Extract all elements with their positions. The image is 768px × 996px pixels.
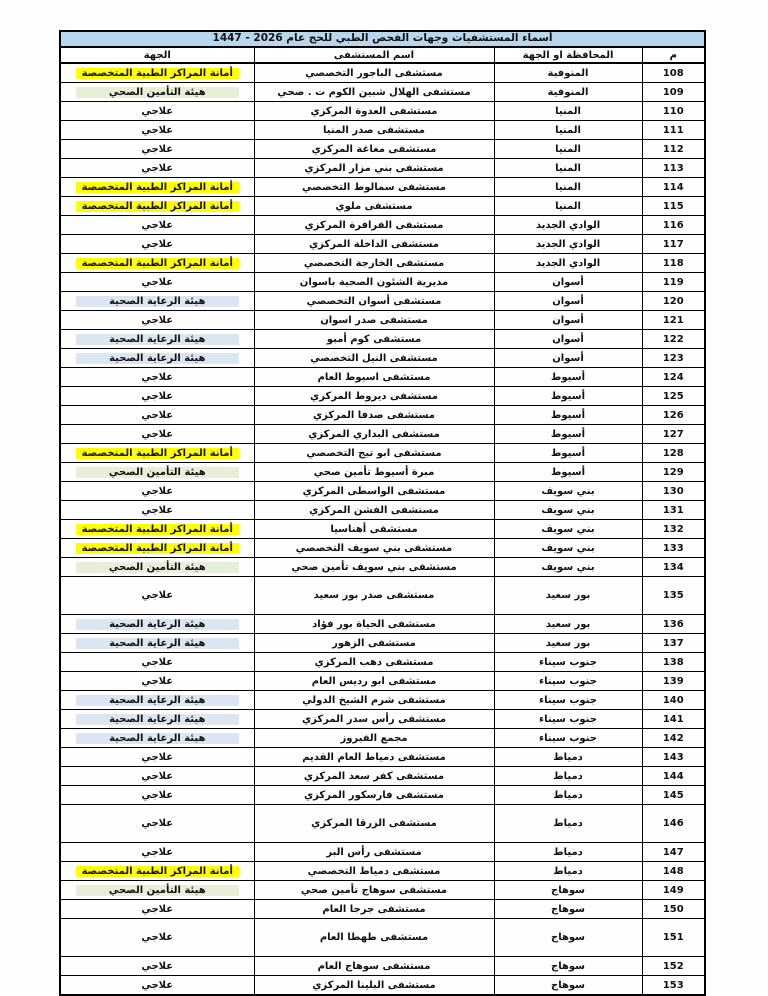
entity-cell: علاجي <box>60 159 254 178</box>
table-row <box>60 767 705 786</box>
row-number-cell: 117 <box>642 235 705 254</box>
table-row <box>60 216 705 235</box>
entity-cell <box>60 881 254 900</box>
governorate-cell: جنوب سيناء <box>494 729 642 748</box>
governorate-cell: دمياط <box>494 862 642 881</box>
table-row <box>60 900 705 919</box>
governorate-cell: أسيوط <box>494 387 642 406</box>
row-number-cell: 141 <box>642 710 705 729</box>
governorate-cell: سوهاج <box>494 900 642 919</box>
row-number-cell: 147 <box>642 843 705 862</box>
entity-cell <box>60 862 254 881</box>
governorate-cell: أسوان <box>494 349 642 368</box>
hospital-name-cell: مستشفى دمياط التخصصي <box>254 862 494 881</box>
table-row <box>60 121 705 140</box>
table-row <box>60 729 705 748</box>
hospital-name-cell: مستشفى الزرقا المركزي <box>254 805 494 843</box>
table-row <box>60 178 705 197</box>
row-number-cell: 125 <box>642 387 705 406</box>
entity-highlight: هيئة الرعاية الصحية <box>76 733 239 744</box>
governorate-cell: أسيوط <box>494 406 642 425</box>
table-row <box>60 387 705 406</box>
governorate-cell: دمياط <box>494 786 642 805</box>
governorate-cell: المنوفية <box>494 83 642 102</box>
table-row <box>60 862 705 881</box>
governorate-cell: الوادي الجديد <box>494 254 642 273</box>
entity-cell <box>60 83 254 102</box>
row-number-cell: 109 <box>642 83 705 102</box>
table-row <box>60 463 705 482</box>
governorate-cell: المنيا <box>494 140 642 159</box>
entity-highlight: هيئة الرعاية الصحية <box>76 619 239 630</box>
hospital-name-cell: مستشفى الحياة بور فؤاد <box>254 615 494 634</box>
table-row <box>60 501 705 520</box>
entity-cell: علاجي <box>60 387 254 406</box>
row-number-cell: 143 <box>642 748 705 767</box>
hospital-name-cell: مستشفى صدر المنيا <box>254 121 494 140</box>
entity-highlight: هيئة الرعاية الصحية <box>76 353 239 364</box>
hospital-name-cell: مستشفى الواسطى المركزي <box>254 482 494 501</box>
governorate-cell: بني سويف <box>494 539 642 558</box>
hospital-name-cell: مستشفى أهناسيا <box>254 520 494 539</box>
table-row <box>60 615 705 634</box>
row-number-cell: 112 <box>642 140 705 159</box>
entity-cell <box>60 558 254 577</box>
row-number-cell: 133 <box>642 539 705 558</box>
entity-cell: علاجي <box>60 577 254 615</box>
row-number-cell: 130 <box>642 482 705 501</box>
hospital-name-cell: مستشفى الفرافرة المركزي <box>254 216 494 235</box>
governorate-cell: بني سويف <box>494 482 642 501</box>
row-number-cell: 152 <box>642 957 705 976</box>
hospital-name-cell: مستشفى دمياط العام القديم <box>254 748 494 767</box>
row-number-cell: 150 <box>642 900 705 919</box>
row-number-cell: 140 <box>642 691 705 710</box>
governorate-cell: بور سعيد <box>494 634 642 653</box>
row-number-cell: 114 <box>642 178 705 197</box>
row-number-cell: 139 <box>642 672 705 691</box>
header-entity: الجهة <box>60 47 254 63</box>
table-row <box>60 881 705 900</box>
entity-cell: علاجي <box>60 976 254 996</box>
entity-highlight: أمانة المراكز الطبية المتخصصة <box>76 258 239 269</box>
entity-cell <box>60 539 254 558</box>
table-row <box>60 786 705 805</box>
governorate-cell: أسيوط <box>494 463 642 482</box>
governorate-cell: دمياط <box>494 843 642 862</box>
table-row <box>60 843 705 862</box>
entity-cell: علاجي <box>60 368 254 387</box>
hospital-name-cell: مستشفى النيل التخصصي <box>254 349 494 368</box>
entity-highlight: هيئة الرعاية الصحية <box>76 695 239 706</box>
entity-cell: علاجي <box>60 786 254 805</box>
entity-highlight: هيئة التأمين الصحي <box>76 87 239 98</box>
hospital-name-cell: مستشفى أسوان التخصصي <box>254 292 494 311</box>
hospital-name-cell: مستشفى فارسكور المركزي <box>254 786 494 805</box>
row-number-cell: 146 <box>642 805 705 843</box>
entity-cell <box>60 349 254 368</box>
governorate-cell: المنيا <box>494 159 642 178</box>
entity-cell: علاجي <box>60 216 254 235</box>
table-row <box>60 558 705 577</box>
header-row <box>60 47 705 63</box>
hospital-name-cell: مستشفى الفشن المركزي <box>254 501 494 520</box>
row-number-cell: 144 <box>642 767 705 786</box>
title-row <box>60 31 705 47</box>
entity-cell <box>60 178 254 197</box>
row-number-cell: 111 <box>642 121 705 140</box>
governorate-cell: أسوان <box>494 311 642 330</box>
table-row <box>60 748 705 767</box>
hospital-name-cell: مستشفى رأس البر <box>254 843 494 862</box>
hospital-name-cell: مستشفى كفر سعد المركزي <box>254 767 494 786</box>
hospital-name-cell: مستشفى اسيوط العام <box>254 368 494 387</box>
entity-cell <box>60 729 254 748</box>
hospital-name-cell: مستشفى ابو رديس العام <box>254 672 494 691</box>
hospital-name-cell: مستشفى سمالوط التخصصي <box>254 178 494 197</box>
governorate-cell: سوهاج <box>494 976 642 996</box>
row-number-cell: 126 <box>642 406 705 425</box>
row-number-cell: 108 <box>642 63 705 83</box>
table-row <box>60 710 705 729</box>
table-row <box>60 197 705 216</box>
hospital-name-cell: مستشفى ملوي <box>254 197 494 216</box>
table-body <box>60 63 705 995</box>
row-number-cell: 122 <box>642 330 705 349</box>
governorate-cell: أسيوط <box>494 425 642 444</box>
governorate-cell: جنوب سيناء <box>494 672 642 691</box>
header-hospital: اسم المستشفى <box>254 47 494 63</box>
hospital-name-cell: مستشفى صدر بور سعيد <box>254 577 494 615</box>
entity-highlight: أمانة المراكز الطبية المتخصصة <box>76 524 239 535</box>
governorate-cell: أسوان <box>494 292 642 311</box>
table-row <box>60 919 705 957</box>
row-number-cell: 113 <box>642 159 705 178</box>
table-row <box>60 577 705 615</box>
entity-cell: علاجي <box>60 140 254 159</box>
table-row <box>60 482 705 501</box>
entity-highlight: أمانة المراكز الطبية المتخصصة <box>76 201 239 212</box>
row-number-cell: 124 <box>642 368 705 387</box>
hospital-name-cell: مستشفى شرم الشيخ الدولي <box>254 691 494 710</box>
entity-cell <box>60 710 254 729</box>
hospital-name-cell: مستشفى جرجا العام <box>254 900 494 919</box>
entity-cell <box>60 292 254 311</box>
entity-cell: علاجي <box>60 121 254 140</box>
governorate-cell: سوهاج <box>494 919 642 957</box>
row-number-cell: 138 <box>642 653 705 672</box>
entity-highlight: هيئة الرعاية الصحية <box>76 334 239 345</box>
entity-cell: علاجي <box>60 482 254 501</box>
governorate-cell: دمياط <box>494 767 642 786</box>
hospital-name-cell: مستشفى الخارجة التخصصي <box>254 254 494 273</box>
hospital-name-cell: مبرة أسيوط تأمين صحي <box>254 463 494 482</box>
entity-cell: علاجي <box>60 900 254 919</box>
hospital-name-cell: مستشفى طهطا العام <box>254 919 494 957</box>
row-number-cell: 121 <box>642 311 705 330</box>
hospital-name-cell: مستشفى العدوة المركزي <box>254 102 494 121</box>
row-number-cell: 123 <box>642 349 705 368</box>
entity-highlight: أمانة المراكز الطبية المتخصصة <box>76 866 239 877</box>
entity-cell <box>60 520 254 539</box>
governorate-cell: بور سعيد <box>494 615 642 634</box>
entity-cell <box>60 197 254 216</box>
hospitals-table <box>59 30 706 996</box>
table-row <box>60 273 705 292</box>
entity-highlight: هيئة التأمين الصحي <box>76 467 239 478</box>
table-row <box>60 634 705 653</box>
entity-highlight: هيئة الرعاية الصحية <box>76 714 239 725</box>
entity-highlight: هيئة الرعاية الصحية <box>76 638 239 649</box>
governorate-cell: دمياط <box>494 748 642 767</box>
hospital-name-cell: مستشفى مغاغة المركزي <box>254 140 494 159</box>
row-number-cell: 127 <box>642 425 705 444</box>
entity-cell: علاجي <box>60 805 254 843</box>
hospital-name-cell: مديرية الشئون الصحية باسوان <box>254 273 494 292</box>
hospital-name-cell: مستشفى سوهاج تأمين صحي <box>254 881 494 900</box>
row-number-cell: 135 <box>642 577 705 615</box>
row-number-cell: 119 <box>642 273 705 292</box>
entity-cell: علاجي <box>60 406 254 425</box>
governorate-cell: الوادي الجديد <box>494 216 642 235</box>
governorate-cell: جنوب سيناء <box>494 710 642 729</box>
entity-cell: علاجي <box>60 843 254 862</box>
hospital-name-cell: مستشفى ديروط المركزي <box>254 387 494 406</box>
hospital-name-cell: مستشفى الهلال شبين الكوم ت . صحي <box>254 83 494 102</box>
row-number-cell: 129 <box>642 463 705 482</box>
entity-cell <box>60 330 254 349</box>
entity-cell: علاجي <box>60 235 254 254</box>
hospital-name-cell: مستشفى الزهور <box>254 634 494 653</box>
table-row <box>60 83 705 102</box>
entity-cell: علاجي <box>60 273 254 292</box>
entity-cell: علاجي <box>60 919 254 957</box>
governorate-cell: أسيوط <box>494 368 642 387</box>
hospital-name-cell: مستشفى البلينا المركزي <box>254 976 494 996</box>
entity-cell <box>60 254 254 273</box>
table-row <box>60 311 705 330</box>
table-row <box>60 805 705 843</box>
row-number-cell: 110 <box>642 102 705 121</box>
row-number-cell: 142 <box>642 729 705 748</box>
governorate-cell: أسوان <box>494 330 642 349</box>
entity-highlight: أمانة المراكز الطبية المتخصصة <box>76 543 239 554</box>
hospital-name-cell: مستشفى رأس سدر المركزي <box>254 710 494 729</box>
row-number-cell: 115 <box>642 197 705 216</box>
hospital-name-cell: مستشفى سوهاج العام <box>254 957 494 976</box>
governorate-cell: بني سويف <box>494 501 642 520</box>
table-row <box>60 368 705 387</box>
entity-highlight: هيئة الرعاية الصحية <box>76 296 239 307</box>
table-row <box>60 976 705 996</box>
entity-cell: علاجي <box>60 102 254 121</box>
hospital-name-cell: مستشفى كوم أمبو <box>254 330 494 349</box>
table-row <box>60 102 705 121</box>
entity-cell <box>60 63 254 83</box>
table-row <box>60 520 705 539</box>
table-row <box>60 330 705 349</box>
row-number-cell: 149 <box>642 881 705 900</box>
row-number-cell: 131 <box>642 501 705 520</box>
entity-cell: علاجي <box>60 767 254 786</box>
governorate-cell: جنوب سيناء <box>494 653 642 672</box>
governorate-cell: المنيا <box>494 102 642 121</box>
entity-cell: علاجي <box>60 501 254 520</box>
hospital-name-cell: مجمع الفيروز <box>254 729 494 748</box>
entity-cell <box>60 615 254 634</box>
entity-highlight: أمانة المراكز الطبية المتخصصة <box>76 448 239 459</box>
table-row <box>60 292 705 311</box>
hospital-name-cell: مستشفى ابو تيج التخصصي <box>254 444 494 463</box>
entity-highlight: أمانة المراكز الطبية المتخصصة <box>76 182 239 193</box>
table-row <box>60 957 705 976</box>
row-number-cell: 134 <box>642 558 705 577</box>
entity-highlight: هيئة التأمين الصحي <box>76 885 239 896</box>
row-number-cell: 153 <box>642 976 705 996</box>
row-number-cell: 148 <box>642 862 705 881</box>
entity-cell: علاجي <box>60 311 254 330</box>
row-number-cell: 116 <box>642 216 705 235</box>
row-number-cell: 151 <box>642 919 705 957</box>
governorate-cell: أسوان <box>494 273 642 292</box>
table-title: أسماء المستشفيات وجهات الفحص الطبي للحج عام 2026 - 1447 <box>60 31 705 47</box>
entity-cell: علاجي <box>60 425 254 444</box>
governorate-cell: سوهاج <box>494 881 642 900</box>
governorate-cell: جنوب سيناء <box>494 691 642 710</box>
table-row <box>60 349 705 368</box>
table-row <box>60 406 705 425</box>
entity-highlight: أمانة المراكز الطبية المتخصصة <box>76 68 239 79</box>
entity-cell: علاجي <box>60 957 254 976</box>
row-number-cell: 136 <box>642 615 705 634</box>
governorate-cell: بني سويف <box>494 520 642 539</box>
governorate-cell: بور سعيد <box>494 577 642 615</box>
entity-cell: علاجي <box>60 672 254 691</box>
table-row <box>60 63 705 83</box>
table-row <box>60 159 705 178</box>
table-row <box>60 539 705 558</box>
row-number-cell: 118 <box>642 254 705 273</box>
header-governorate: المحافظة او الجهة <box>494 47 642 63</box>
governorate-cell: المنيا <box>494 197 642 216</box>
table-row <box>60 140 705 159</box>
governorate-cell: دمياط <box>494 805 642 843</box>
hospital-name-cell: مستشفى الباجور التخصصي <box>254 63 494 83</box>
table-row <box>60 672 705 691</box>
entity-cell: علاجي <box>60 653 254 672</box>
hospital-name-cell: مستشفى بني مزار المركزي <box>254 159 494 178</box>
row-number-cell: 128 <box>642 444 705 463</box>
entity-cell <box>60 691 254 710</box>
row-number-cell: 137 <box>642 634 705 653</box>
entity-highlight: هيئة التأمين الصحي <box>76 562 239 573</box>
hospital-name-cell: مستشفى دهب المركزي <box>254 653 494 672</box>
table-row <box>60 425 705 444</box>
governorate-cell: سوهاج <box>494 957 642 976</box>
governorate-cell: الوادي الجديد <box>494 235 642 254</box>
table-row <box>60 235 705 254</box>
governorate-cell: المنوفية <box>494 63 642 83</box>
governorate-cell: أسيوط <box>494 444 642 463</box>
row-number-cell: 132 <box>642 520 705 539</box>
hospital-name-cell: مستشفى البداري المركزي <box>254 425 494 444</box>
hospital-name-cell: مستشفى صدر اسوان <box>254 311 494 330</box>
hospital-name-cell: مستشفى بني سويف التخصصي <box>254 539 494 558</box>
entity-cell <box>60 634 254 653</box>
entity-cell <box>60 444 254 463</box>
table-row <box>60 653 705 672</box>
table-row <box>60 254 705 273</box>
governorate-cell: بني سويف <box>494 558 642 577</box>
governorate-cell: المنيا <box>494 178 642 197</box>
header-num: م <box>642 47 705 63</box>
entity-cell <box>60 463 254 482</box>
hospital-name-cell: مستشفى الداخلة المركزي <box>254 235 494 254</box>
hospital-name-cell: مستشفى صدفا المركزي <box>254 406 494 425</box>
table-row <box>60 444 705 463</box>
row-number-cell: 120 <box>642 292 705 311</box>
entity-cell: علاجي <box>60 748 254 767</box>
row-number-cell: 145 <box>642 786 705 805</box>
governorate-cell: المنيا <box>494 121 642 140</box>
hospital-name-cell: مستشفى بني سويف تأمين صحي <box>254 558 494 577</box>
table-row <box>60 691 705 710</box>
